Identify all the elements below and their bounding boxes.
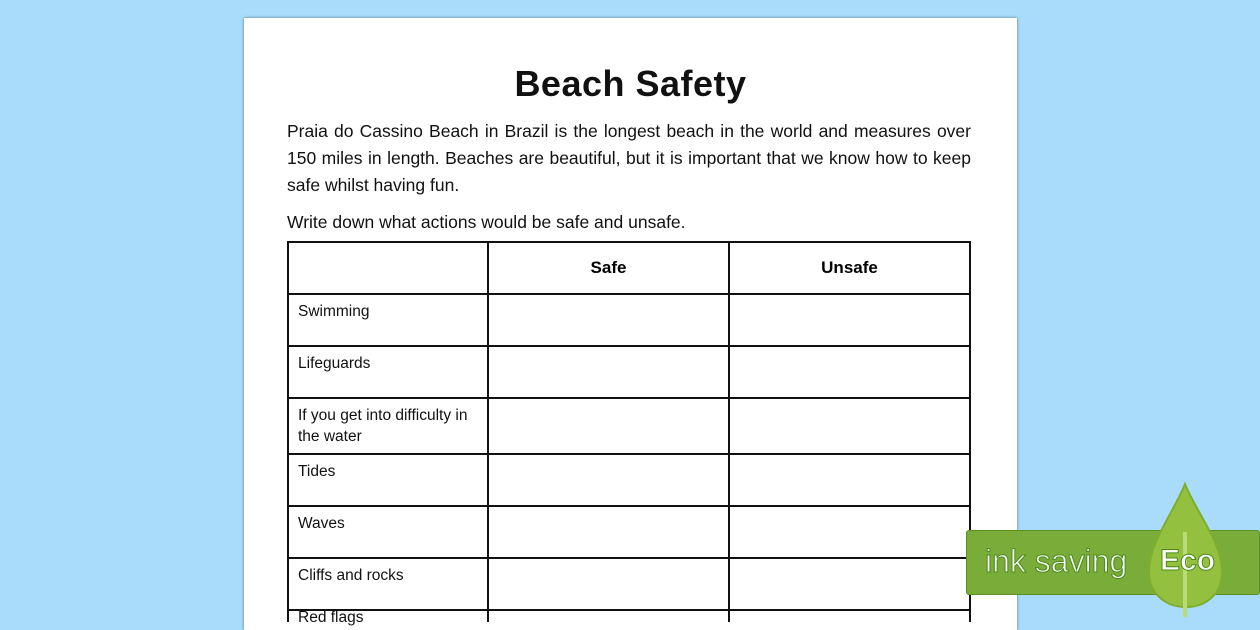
row-label: Lifeguards bbox=[288, 346, 488, 398]
instruction-text: Write down what actions would be safe and unsafe. bbox=[287, 212, 686, 232]
table-row bbox=[288, 346, 970, 398]
row-label: Red flags bbox=[288, 610, 488, 622]
row-label: Cliffs and rocks bbox=[288, 558, 488, 610]
safety-table bbox=[287, 241, 971, 626]
table-row bbox=[288, 398, 970, 454]
table-row bbox=[288, 506, 970, 558]
row-label: If you get into difficulty in the water bbox=[288, 398, 488, 454]
unsafe-cell[interactable] bbox=[729, 454, 970, 506]
safe-cell[interactable] bbox=[488, 398, 729, 454]
safe-cell[interactable] bbox=[488, 294, 729, 346]
table-row bbox=[288, 294, 970, 346]
unsafe-cell[interactable] bbox=[729, 398, 970, 454]
unsafe-cell[interactable] bbox=[729, 506, 970, 558]
ink-saving-label: ink saving bbox=[985, 543, 1128, 579]
safe-cell[interactable] bbox=[488, 454, 729, 506]
safe-cell[interactable] bbox=[488, 610, 729, 622]
worksheet-page bbox=[244, 18, 1017, 630]
unsafe-cell[interactable] bbox=[729, 346, 970, 398]
table-row bbox=[288, 558, 970, 610]
row-label: Tides bbox=[288, 454, 488, 506]
header-blank bbox=[288, 242, 488, 294]
table-row bbox=[288, 610, 970, 622]
table-header-row bbox=[288, 242, 970, 294]
unsafe-cell[interactable] bbox=[729, 558, 970, 610]
safe-cell[interactable] bbox=[488, 346, 729, 398]
row-label: Waves bbox=[288, 506, 488, 558]
unsafe-cell[interactable] bbox=[729, 610, 970, 622]
page-title: Beach Safety bbox=[514, 63, 747, 104]
header-unsafe: Unsafe bbox=[729, 242, 970, 294]
safe-cell[interactable] bbox=[488, 558, 729, 610]
header-safe: Safe bbox=[488, 242, 729, 294]
table-row bbox=[288, 454, 970, 506]
row-label: Swimming bbox=[288, 294, 488, 346]
intro-paragraph: Praia do Cassino Beach in Brazil is the longest beach in the world and measures over 150 miles in length. Beaches are beautiful, but it is important that we know how to keep safe whilst having fun. bbox=[287, 121, 971, 195]
safe-cell[interactable] bbox=[488, 506, 729, 558]
unsafe-cell[interactable] bbox=[729, 294, 970, 346]
eco-label: Eco bbox=[1160, 544, 1216, 577]
